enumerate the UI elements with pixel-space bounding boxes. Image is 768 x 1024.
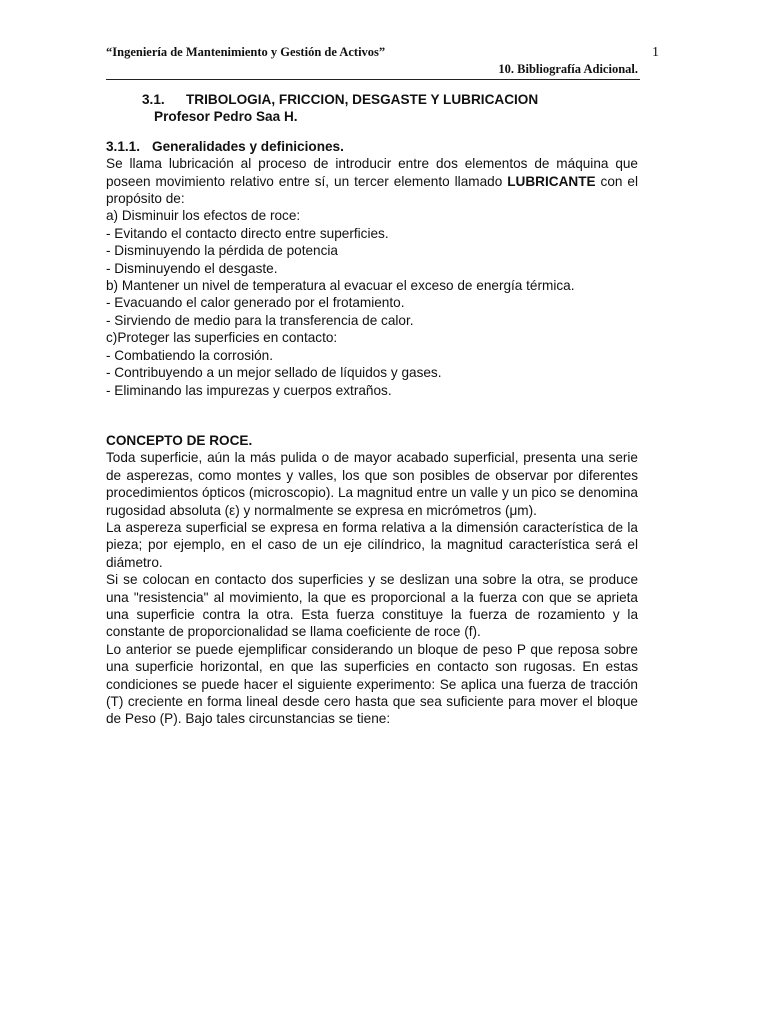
concept-heading: CONCEPTO DE ROCE. [106, 432, 253, 448]
list-c-item: - Contribuyendo a un mejor sellado de líquidos y gases. [106, 365, 442, 381]
section-title: TRIBOLOGIA, FRICCION, DESGASTE Y LUBRICACION [186, 92, 539, 107]
intro-keyword: LUBRICANTE [507, 173, 596, 189]
list-a [106, 207, 638, 277]
document-body [106, 91, 638, 728]
list-c-item: - Eliminando las impurezas y cuerpos extraños. [106, 382, 392, 398]
paragraph-roughness: Toda superficie, aún la más pulida o de mayor acabado superficial, presenta una serie de asperezas, como montes y valles, los que son posibles de observar por diferentes procedimientos ópticos (microscopio). La magnitud entre un valle y un pico se denomina rugosidad absoluta (ε) y normalmente se expresa en micrómetros (μm). [106, 450, 638, 518]
section-author: Profesor Pedro Saa H. [154, 109, 298, 125]
list-a-item: - Disminuyendo el desgaste. [106, 260, 278, 276]
header-section: 10. Bibliografía Adicional. [498, 62, 638, 76]
subsection-title: Generalidades y definiciones. [152, 138, 344, 154]
list-a-item: - Evitando el contacto directo entre superficies. [106, 225, 389, 241]
header-divider [106, 79, 640, 80]
list-c [106, 329, 638, 399]
list-b-item: - Evacuando el calor generado por el frotamiento. [106, 295, 405, 311]
section-number: 3.1. [142, 92, 165, 107]
subsection-heading [106, 138, 638, 155]
list-b-heading: b) Mantener un nivel de temperatura al evacuar el exceso de energía térmica. [106, 278, 575, 294]
page-number: 1 [652, 45, 659, 60]
intro-text-end: con el propósito de: [106, 173, 638, 207]
list-c-heading: c)Proteger las superficies en contacto: [106, 330, 338, 346]
intro-paragraph [106, 155, 638, 207]
list-b [106, 277, 638, 329]
list-b-item: - Sirviendo de medio para la transferencia de calor. [106, 312, 414, 328]
subsection-number: 3.1.1. [106, 138, 141, 154]
section-heading [142, 91, 638, 108]
header-title: “Ingeniería de Mantenimiento y Gestión de Activos” [106, 45, 386, 59]
list-a-heading: a) Disminuir los efectos de roce: [106, 208, 301, 224]
intro-text-start: Se llama lubricación al proceso de introducir entre dos elementos de máquina que poseen movimiento relativo entre sí, un tercer elemento llamado [106, 156, 638, 189]
list-c-item: - Combatiendo la corrosión. [106, 347, 273, 363]
paragraph-friction-coefficient: Si se colocan en contacto dos superficies y se deslizan una sobre la otra, se produce una "resistencia" al movimiento, la que es proporcional a la fuerza con que se aprieta una superficie contra la otra. Esta fuerza constituye la fuerza de rozamiento y la constante de proporcionalidad se llama coeficiente de roce (f). [106, 572, 638, 640]
paragraph-block-experiment: Lo anterior se puede ejemplificar considerando un bloque de peso P que reposa sobre una superficie horizontal, en que las superficies en contacto son rugosas. En estas condiciones se puede hacer el siguiente experimento: Se aplica una fuerza de tracción (T) creciente en forma lineal desde cero hasta que sea suficiente para mover el bloque de Peso (P). Bajo tales circunstancias se tiene: [106, 641, 638, 727]
paragraph-relative-roughness: La aspereza superficial se expresa en forma relativa a la dimensión característica de la pieza; por ejemplo, en el caso de un eje cilíndrico, la magnitud característica será el diámetro. [106, 519, 638, 570]
list-a-item: - Disminuyendo la pérdida de potencia [106, 243, 338, 259]
